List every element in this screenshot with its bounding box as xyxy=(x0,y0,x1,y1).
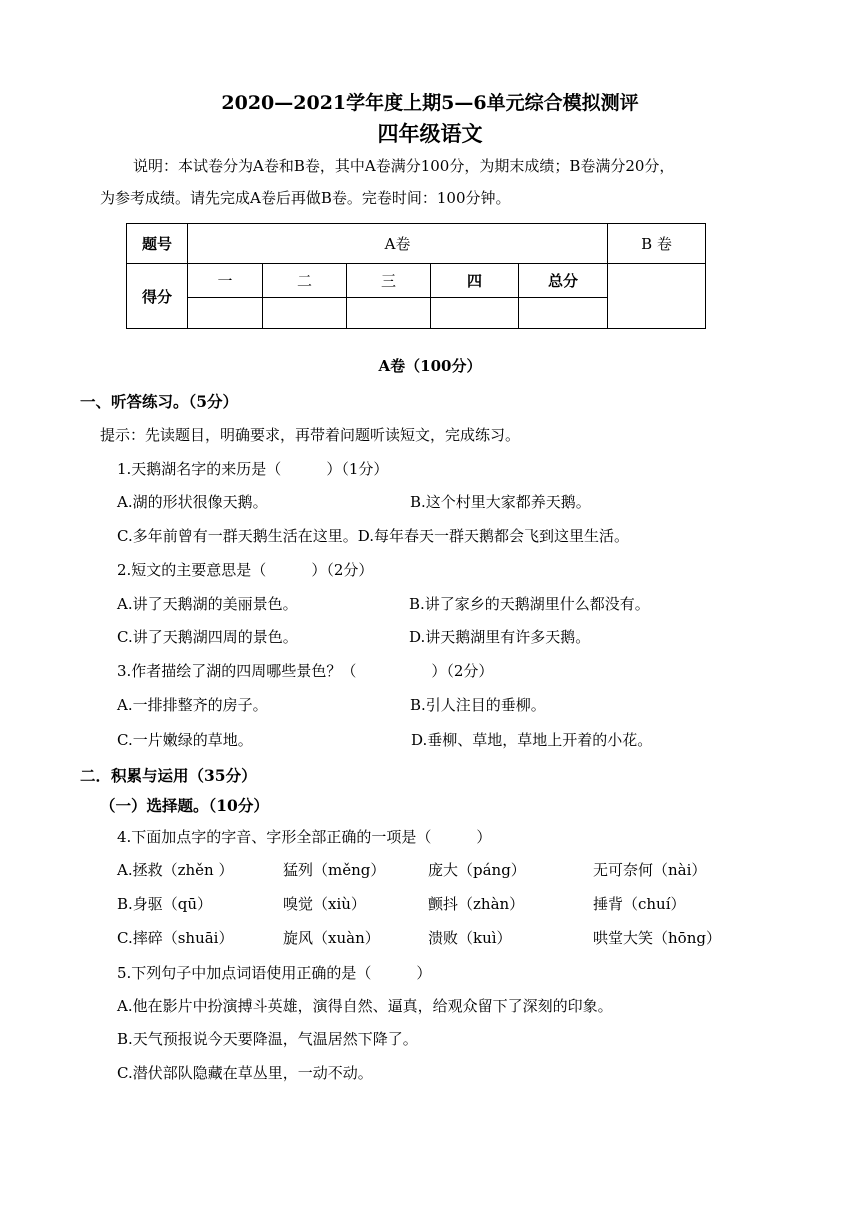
score-part-3: 三 xyxy=(347,264,431,298)
score-table xyxy=(126,223,706,329)
score-b-cell[interactable] xyxy=(608,264,706,329)
q4-row-a-1: A.拯救（zhěn ） xyxy=(117,861,234,879)
q3-stem: 3.作者描绘了湖的四周哪些景色？（ ）（2分） xyxy=(117,662,494,680)
section-a-title: A卷（100分） xyxy=(378,357,482,375)
q4-row-b-4: 捶背（chuí） xyxy=(593,895,686,913)
score-part-4: 四 xyxy=(431,264,519,298)
q4-row-c-4: 哄堂大笑（hōng） xyxy=(593,929,721,947)
q2-stem: 2.短文的主要意思是（ ）（2分） xyxy=(117,561,374,579)
q2-option-c: C.讲了天鹅湖四周的景色。 xyxy=(117,628,298,646)
score-part-1: 一 xyxy=(188,264,263,298)
q5-stem: 5.下列句子中加点词语使用正确的是（ ） xyxy=(117,964,432,982)
q5-option-a: A.他在影片中扮演搏斗英雄，演得自然、逼真，给观众留下了深刻的印象。 xyxy=(117,997,613,1015)
q2-option-a: A.讲了天鹅湖的美丽景色。 xyxy=(117,595,298,613)
exam-subtitle: 四年级语文 xyxy=(377,121,483,146)
score-table-header-label: 题号 xyxy=(127,224,188,264)
q3-option-d: D.垂柳、草地，草地上开着的小花。 xyxy=(411,731,653,749)
part1-hint: 提示：先读题目，明确要求，再带着问题听读短文，完成练习。 xyxy=(100,426,521,444)
score-table-b-header: B 卷 xyxy=(608,224,706,264)
score-cell-total[interactable] xyxy=(519,298,608,329)
score-cell-3[interactable] xyxy=(347,298,431,329)
q3-option-c: C.一片嫩绿的草地。 xyxy=(117,731,253,749)
q2-option-d: D.讲天鹅湖里有许多天鹅。 xyxy=(409,628,591,646)
instructions-line2: 为参考成绩。请先完成A卷后再做B卷。完卷时间：100分钟。 xyxy=(100,189,511,207)
q4-row-c-3: 溃败（kuì） xyxy=(428,929,512,947)
q3-option-b: B.引人注目的垂柳。 xyxy=(410,696,546,714)
q4-row-a-3: 庞大（páng） xyxy=(428,861,526,879)
q1-option-b: B.这个村里大家都养天鹅。 xyxy=(410,493,591,511)
score-cell-2[interactable] xyxy=(263,298,347,329)
score-table-a-header: A卷 xyxy=(188,224,608,264)
q4-stem: 4.下面加点字的字音、字形全部正确的一项是（ ） xyxy=(117,828,492,846)
score-cell-4[interactable] xyxy=(431,298,519,329)
part2-title: 二．积累与运用（35分） xyxy=(80,766,257,785)
q4-row-b-1: B.身驱（qū） xyxy=(117,895,213,913)
q3-option-a: A.一排排整齐的房子。 xyxy=(117,696,268,714)
q4-row-a-2: 猛列（měng） xyxy=(283,861,386,879)
q5-option-b: B.天气预报说今天要降温，气温居然下降了。 xyxy=(117,1030,418,1048)
q4-row-b-2: 嗅觉（xiù） xyxy=(283,895,366,913)
q4-row-a-4: 无可奈何（nài） xyxy=(593,861,707,879)
q4-row-c-2: 旋风（xuàn） xyxy=(283,929,380,947)
score-cell-1[interactable] xyxy=(188,298,263,329)
q5-option-c: C.潜伏部队隐藏在草丛里，一动不动。 xyxy=(117,1064,373,1082)
q1-option-a: A.湖的形状很像天鹅。 xyxy=(117,493,268,511)
score-part-2: 二 xyxy=(263,264,347,298)
part1-title: 一、听答练习。（5分） xyxy=(80,392,239,411)
q4-row-b-3: 颤抖（zhàn） xyxy=(428,895,525,913)
q1-stem: 1.天鹅湖名字的来历是（ ）（1分） xyxy=(117,460,389,478)
exam-title: 2020—2021学年度上期5—6单元综合模拟测评 xyxy=(221,92,639,114)
score-table-score-label: 得分 xyxy=(127,264,188,329)
q2-option-b: B.讲了家乡的天鹅湖里什么都没有。 xyxy=(409,595,650,613)
q1-option-cd: C.多年前曾有一群天鹅生活在这里。D.每年春天一群天鹅都会飞到这里生活。 xyxy=(117,527,629,545)
score-part-total: 总分 xyxy=(519,264,608,298)
part2-sub1-title: （一）选择题。（10分） xyxy=(100,796,269,815)
instructions-line1: 说明：本试卷分为A卷和B卷，其中A卷满分100分，为期末成绩；B卷满分20分， xyxy=(133,157,675,175)
q4-row-c-1: C.摔碎（shuāi） xyxy=(117,929,234,947)
